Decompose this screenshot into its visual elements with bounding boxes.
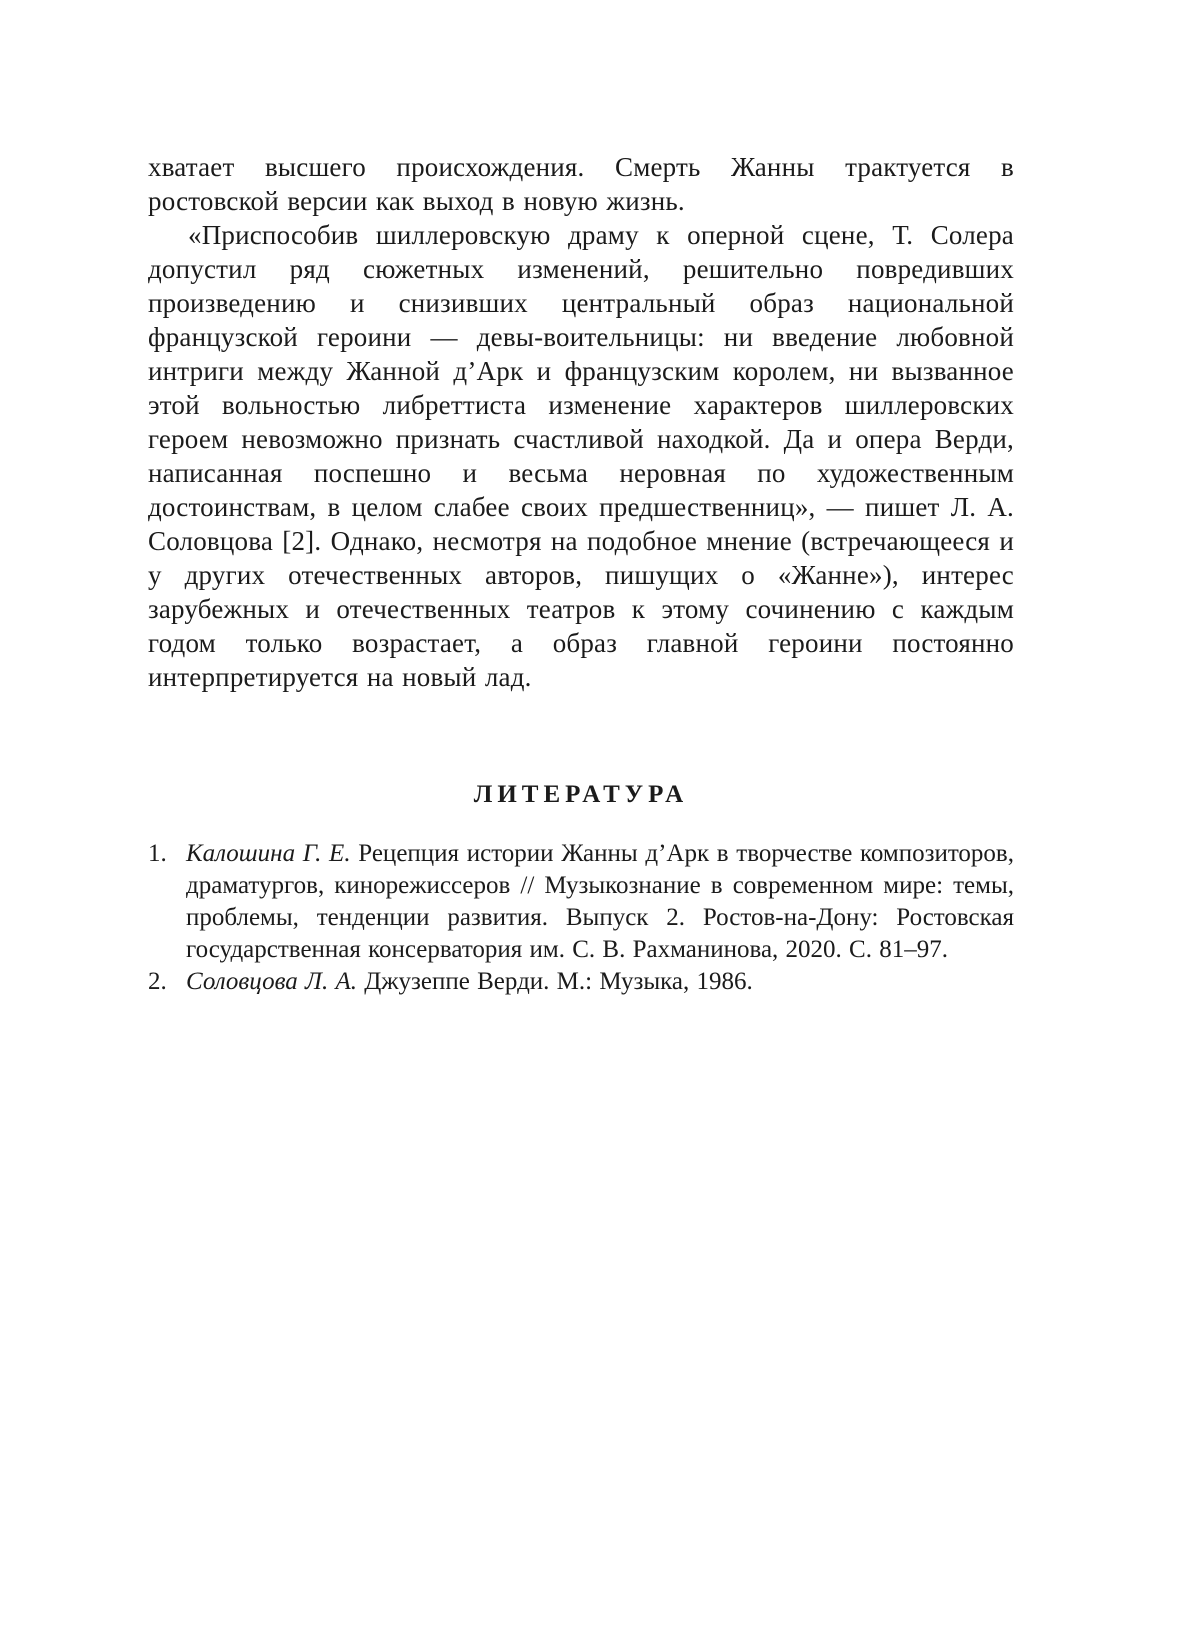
paragraph-continuation: хватает высшего происхождения. Смерть Жанны трактуется в ростовской версии как выход в новую жизнь. bbox=[148, 152, 1014, 216]
body-text bbox=[148, 150, 1014, 694]
reference-author: Калошина Г. Е. bbox=[186, 840, 351, 867]
reference-citation: Джузеппе Верди. М.: Музыка, 1986. bbox=[364, 968, 753, 995]
literature-heading: ЛИТЕРАТУРА bbox=[473, 781, 689, 808]
reference-text bbox=[186, 966, 1014, 998]
reference-author: Соловцова Л. А. bbox=[186, 968, 357, 995]
reference-item bbox=[148, 838, 1014, 966]
references-list bbox=[148, 838, 1014, 998]
paragraph-quote: «Приспособив шиллеровскую драму к оперной сцене, Т. Солера допустил ряд сюжетных изменений, решительно повредивших произведению и снизивших центральный образ национальной французской героини — девы-воительницы: ни введение любовной интриги между Жанной д’Арк и французским королем, ни вызванное этой вольностью либреттиста изменение характеров шиллеровских героем невозможно признать счастливой находкой. Да и опера Верди, написанная поспешно и весьма неровная по художественным достоинствам, в целом слабее своих предшественниц», — пишет Л. А. Соловцова [2]. Однако, несмотря на подобное мнение (встречающееся и у других отечественных авторов, пишущих о «Жанне»), интерес зарубежных и отечественных театров к этому сочинению с каждым годом только возрастает, а образ главной героини постоянно интерпретируется на новый лад. bbox=[148, 220, 1014, 692]
reference-number: 1. bbox=[148, 840, 167, 867]
reference-number: 2. bbox=[148, 968, 167, 995]
reference-item bbox=[148, 966, 1014, 998]
reference-citation: Рецепция истории Жанны д’Арк в творчестве композиторов, драматургов, кинорежиссеров // Музыкознание в современном мире: темы, проблемы, тенденции развития. Выпуск 2. Ростов-на-Дону: Ростовская государственная консерватория им. С. В. Рахманинова, 2020. С. 81–97. bbox=[186, 840, 1014, 963]
text-column bbox=[148, 150, 1014, 998]
reference-text bbox=[186, 838, 1014, 966]
